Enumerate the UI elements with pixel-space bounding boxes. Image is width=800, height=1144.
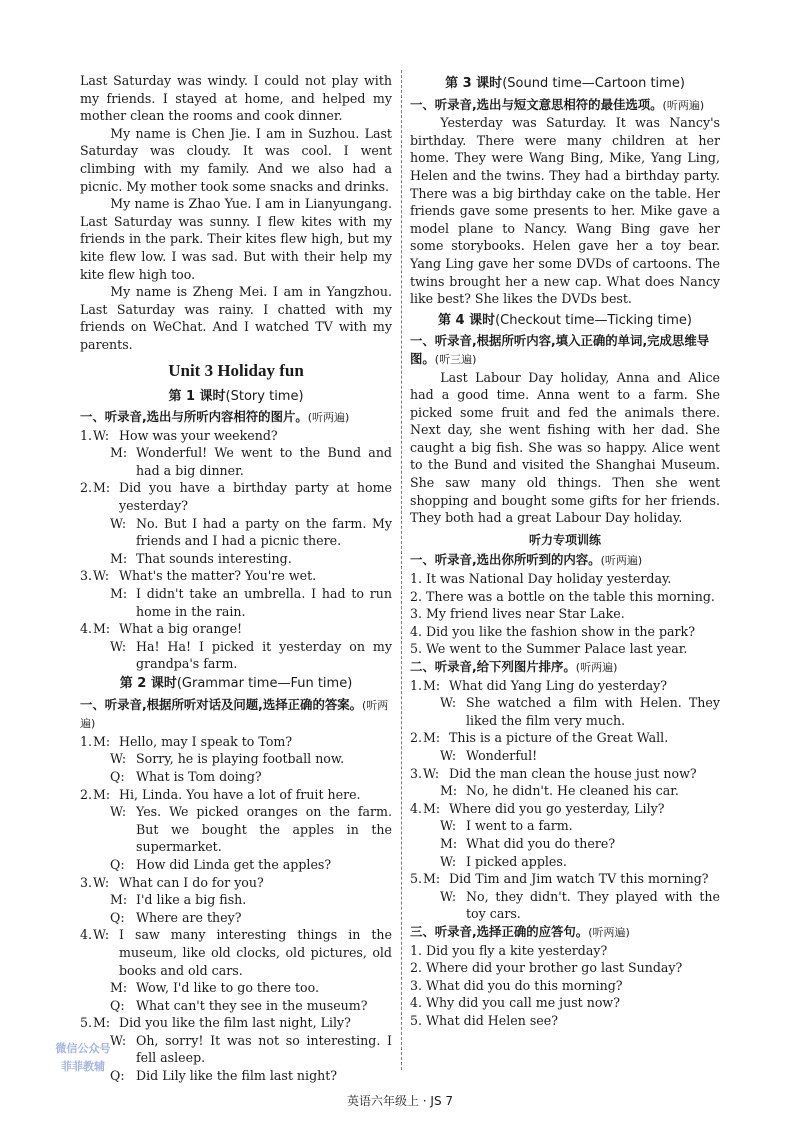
lesson-name: (Story time) xyxy=(225,388,304,404)
dialogue-line xyxy=(93,638,392,673)
item-number: 1. xyxy=(80,427,93,443)
item-number: 4. xyxy=(80,621,93,637)
item-number: 2. xyxy=(410,730,423,746)
utterance: Did you like the film last night, Lily? xyxy=(119,1015,351,1031)
speaker: W: xyxy=(110,1032,127,1048)
dialogue-line xyxy=(423,870,720,888)
speaker: M: xyxy=(110,892,128,908)
section-1-instruction: 一、听录音,选出你所听到的内容。(听两遍) xyxy=(410,552,643,568)
item-number: 1. xyxy=(410,677,423,693)
utterance: What's the matter? You're wet. xyxy=(119,568,317,584)
column-divider xyxy=(401,70,402,1070)
list-item: 1. Did you fly a kite yesterday? xyxy=(410,942,608,958)
dialogue-line xyxy=(423,677,720,695)
watermark-line: 微信公众号 xyxy=(55,1042,111,1055)
lesson-name: (Grammar time—Fun time) xyxy=(176,676,353,691)
speaker: Q: xyxy=(110,997,125,1013)
speaker: M: xyxy=(423,871,441,887)
dialogue-line xyxy=(423,729,720,747)
dialogue-line xyxy=(93,733,392,751)
lesson-3-instruction: 一、听录音,选出与短文意思相符的最佳选项。(听两遍) xyxy=(410,96,705,112)
lesson-3-title xyxy=(410,75,720,93)
lesson-2-dialogues xyxy=(80,733,392,1085)
utterance: Hi, Linda. You have a lot of fruit here. xyxy=(119,786,361,802)
dialogue-line xyxy=(93,550,392,568)
intro-passage xyxy=(80,72,392,354)
unit-title: Unit 3 Holiday fun xyxy=(168,360,304,380)
speaker: M: xyxy=(93,1015,111,1031)
dialogue-item xyxy=(410,677,720,730)
item-number: 2. xyxy=(80,786,93,802)
utterance: No, they didn't. They played with the toy cars. xyxy=(466,888,720,922)
dialogue-line xyxy=(93,803,392,856)
utterance: Where are they? xyxy=(136,909,242,925)
speaker: M: xyxy=(110,445,128,461)
speaker: M: xyxy=(110,980,128,996)
utterance: Yes. We picked oranges on the farm. But we bought the apples in the supermarket. xyxy=(136,804,392,855)
dialogue-item xyxy=(80,733,392,786)
utterance: I'd like a big fish. xyxy=(136,892,247,908)
lesson-number: 第 4 课时 xyxy=(437,312,496,328)
dialogue-item xyxy=(410,729,720,764)
dialogue-line xyxy=(93,479,392,514)
speaker: W: xyxy=(440,818,457,834)
paragraph: Last Saturday was windy. I could not play with my friends. I stayed at home, and helped my mother clean the rooms and cook dinner. xyxy=(80,73,392,124)
speaker: M: xyxy=(93,733,111,749)
dialogue-item xyxy=(80,926,392,1014)
utterance: Wow, I'd like to go there too. xyxy=(136,980,320,996)
list-item: 5. What did Helen see? xyxy=(410,1012,558,1028)
utterance: She watched a film with Helen. They liked the film very much. xyxy=(466,695,720,728)
speaker: W: xyxy=(440,853,457,869)
speaker: Q: xyxy=(110,856,125,872)
speaker: M: xyxy=(440,835,458,851)
item-number: 5. xyxy=(410,871,423,887)
speaker: W: xyxy=(93,427,110,443)
speaker: W: xyxy=(93,568,110,584)
utterance: I didn't take an umbrella. I had to run home in the rain. xyxy=(136,586,392,619)
lesson-1-dialogues xyxy=(80,427,392,673)
dialogue-line xyxy=(93,891,392,909)
paragraph: My name is Zhao Yue. I am in Lianyungang. Last Saturday was sunny. I flew kites with my friends in the park. Their kites flew high, but my kite flew low. I was sad. But with their help my kite flew high too. xyxy=(80,196,392,282)
watermark-line: 菲菲教辅 xyxy=(61,1060,105,1073)
paragraph: My name is Chen Jie. I am in Suzhou. Last Saturday was cloudy. It was cool. I went climbing with my family. And we also had a picnic. My mother took some snacks and drinks. xyxy=(80,125,392,194)
dialogue-line xyxy=(93,979,392,997)
utterance: What can I do for you? xyxy=(119,874,264,890)
lesson-4-instruction: 一、听录音,根据所听内容,填入正确的单词,完成思维导图。(听三遍) xyxy=(410,333,710,366)
dialogue-line xyxy=(93,567,392,585)
speaker: W: xyxy=(440,747,457,763)
dialogue-item xyxy=(80,620,392,673)
lesson-name: (Checkout time—Ticking time) xyxy=(495,312,692,328)
dialogue-line xyxy=(423,747,720,765)
speaker: M: xyxy=(110,550,128,566)
page-footer: 英语六年级上 · JS 7 xyxy=(346,1094,454,1108)
lesson-number: 第 3 课时 xyxy=(445,76,503,91)
dialogue-item xyxy=(80,479,392,567)
dialogue-line xyxy=(423,853,720,871)
utterance: No, he didn't. He cleaned his car. xyxy=(466,783,679,799)
dialogue-line xyxy=(93,585,392,620)
speaker: Q: xyxy=(110,1068,125,1084)
utterance: Wonderful! We went to the Bund and had a big dinner. xyxy=(136,445,392,478)
utterance: Did Tim and Jim watch TV this morning? xyxy=(449,871,709,887)
dialogue-line xyxy=(93,444,392,479)
paragraph: My name is Zheng Mei. I am in Yangzhou. Last Saturday was rainy. I chatted with my friends on WeChat. And I watched TV with my parents. xyxy=(80,284,392,352)
speaker: M: xyxy=(423,800,441,816)
lesson-name: (Sound time—Cartoon time) xyxy=(502,76,685,91)
item-number: 3. xyxy=(80,568,93,584)
dialogue-item xyxy=(80,567,392,620)
lesson-number: 第 2 课时 xyxy=(119,676,177,691)
dialogue-line xyxy=(423,817,720,835)
section-2-instruction: 二、听录音,给下列图片排序。(听两遍) xyxy=(410,659,618,674)
section-3-instruction: 三、听录音,选择正确的应答句。(听两遍) xyxy=(410,923,630,939)
dialogue-item xyxy=(80,427,392,480)
speaker: W: xyxy=(440,695,457,711)
utterance: How did Linda get the apples? xyxy=(136,856,332,872)
item-number: 5. xyxy=(80,1015,93,1031)
dialogue-line xyxy=(423,800,720,818)
dialogue-line xyxy=(93,856,392,874)
utterance: I went to a farm. xyxy=(466,818,573,834)
speaker: M: xyxy=(93,480,111,496)
dialogue-line xyxy=(423,835,720,853)
list-item: 2. There was a bottle on the table this morning. xyxy=(410,588,715,604)
item-number: 3. xyxy=(80,874,93,890)
dialogue-line xyxy=(93,427,392,445)
speaker: M: xyxy=(423,730,441,746)
speaker: W: xyxy=(110,804,127,820)
utterance: What a big orange! xyxy=(119,621,243,637)
utterance: What did Yang Ling do yesterday? xyxy=(449,677,668,693)
speaker: W: xyxy=(110,638,127,654)
utterance: Oh, sorry! It was not so interesting. I fell asleep. xyxy=(136,1032,392,1066)
utterance: Wonderful! xyxy=(466,747,538,763)
dialogue-line xyxy=(93,768,392,786)
lesson-1-title xyxy=(80,388,392,406)
lesson-4-title xyxy=(410,312,720,330)
dialogue-line xyxy=(93,874,392,892)
speaker: W: xyxy=(93,927,110,943)
dialogue-item xyxy=(80,874,392,927)
utterance: Ha! Ha! I picked it yesterday on my grandpa's farm. xyxy=(136,638,392,672)
list-item: 4. Why did you call me just now? xyxy=(410,995,620,1011)
dialogue-line xyxy=(93,997,392,1015)
speaker: M: xyxy=(440,783,458,799)
dialogue-line xyxy=(93,926,392,979)
dialogue-item xyxy=(410,870,720,923)
dialogue-line xyxy=(93,786,392,804)
watermark xyxy=(28,1040,138,1100)
list-item: 3. My friend lives near Star Lake. xyxy=(410,606,625,622)
speaker: W: xyxy=(440,888,457,904)
utterance: Did the man clean the house just now? xyxy=(449,765,697,781)
section-3-list xyxy=(410,942,720,1030)
lesson-3-passage: Yesterday was Saturday. It was Nancy's birthday. There were many children at her home. They were Wang Bing, Mike, Yang Ling, Helen and the twins. They had a birthday party. There was a big birthday cake on the table. Her friends gave some presents to her. Mike gave a model plane to Nancy. Wang Bing gave her some storybooks. Helen gave her a toy bear. Yang Ling gave her some DVDs of cartoons. The twins brought her a new cap. What does Nancy like best? She likes the DVDs best. xyxy=(410,115,720,307)
speaker: Q: xyxy=(110,768,125,784)
lesson-2-instruction: 一、听录音,根据所听对话及问题,选择正确的答案。(听两遍) xyxy=(80,696,389,731)
dialogue-line xyxy=(423,765,720,783)
speaker: W: xyxy=(93,874,110,890)
list-item: 3. What did you do this morning? xyxy=(410,977,623,993)
dialogue-line xyxy=(93,1014,392,1032)
speaker: W: xyxy=(423,765,440,781)
right-column xyxy=(410,74,720,1029)
list-item: 5. We went to the Summer Palace last year. xyxy=(410,641,688,657)
dialogue-line xyxy=(423,888,720,923)
speaker: M: xyxy=(423,677,441,693)
list-item: 1. It was National Day holiday yesterday. xyxy=(410,571,672,587)
item-number: 3. xyxy=(410,765,423,781)
speaker: W: xyxy=(110,515,127,531)
dialogue-line xyxy=(423,782,720,800)
dialogue-line xyxy=(93,620,392,638)
speaker: M: xyxy=(110,586,128,602)
list-item: 2. Where did your brother go last Sunday? xyxy=(410,960,683,976)
utterance: Did you have a birthday party at home yesterday? xyxy=(119,480,392,514)
speaker: M: xyxy=(93,621,111,637)
utterance: No. But I had a party on the farm. My friends and I had a picnic there. xyxy=(136,515,392,549)
utterance: What can't they see in the museum? xyxy=(136,997,368,1013)
list-item: 4. Did you like the fashion show in the park? xyxy=(410,623,695,639)
utterance: I saw many interesting things in the museum, like old clocks, old pictures, old books and old cars. xyxy=(119,927,392,978)
speaker: M: xyxy=(93,786,111,802)
lesson-4-passage: Last Labour Day holiday, Anna and Alice had a good time. Anna went to a farm. She picked some fruit and fed the animals there. Next day, she went fishing with her dad. She caught a big fish. She was so happy. Alice went to the Bund and visited the Shanghai Museum. She saw many old things. Then she went shopping and bought some gifts for her friends. They both had a great Labour Day holiday. xyxy=(410,369,720,526)
item-number: 1. xyxy=(80,733,93,749)
section-2-dialogues xyxy=(410,677,720,923)
utterance: This is a picture of the Great Wall. xyxy=(449,730,669,746)
lesson-2-title xyxy=(80,675,392,693)
section-1-list xyxy=(410,570,720,658)
dialogue-item xyxy=(80,786,392,874)
utterance: That sounds interesting. xyxy=(136,550,292,566)
item-number: 2. xyxy=(80,480,93,496)
lesson-number: 第 1 课时 xyxy=(168,388,226,404)
dialogue-item xyxy=(410,765,720,800)
dialogue-line xyxy=(423,694,720,729)
utterance: Sorry, he is playing football now. xyxy=(136,751,345,767)
utterance: Where did you go yesterday, Lily? xyxy=(449,800,665,816)
dialogue-item xyxy=(410,800,720,870)
dialogue-line xyxy=(93,515,392,550)
utterance: Did Lily like the film last night? xyxy=(136,1068,338,1084)
item-number: 4. xyxy=(80,927,93,943)
special-training-heading: 听力专项训练 xyxy=(528,532,601,547)
utterance: I picked apples. xyxy=(466,853,567,869)
left-column xyxy=(80,72,392,1085)
utterance: How was your weekend? xyxy=(119,427,278,443)
utterance: Hello, may I speak to Tom? xyxy=(119,733,293,749)
dialogue-line xyxy=(93,750,392,768)
lesson-1-instruction: 一、听录音,选出与所听内容相符的图片。(听两遍) xyxy=(80,409,350,425)
item-number: 4. xyxy=(410,800,423,816)
utterance: What did you do there? xyxy=(466,835,616,851)
dialogue-line xyxy=(93,909,392,927)
speaker: Q: xyxy=(110,909,125,925)
speaker: W: xyxy=(110,751,127,767)
utterance: What is Tom doing? xyxy=(136,768,262,784)
